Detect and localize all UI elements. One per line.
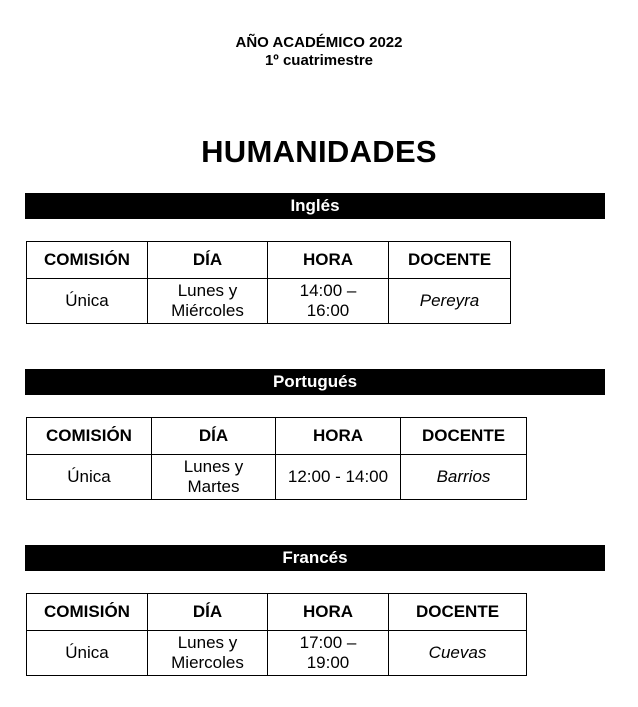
table-header-row [27, 242, 511, 279]
period-header: 1º cuatrimestre [264, 52, 374, 69]
table-row [27, 279, 511, 324]
page-title: HUMANIDADES [201, 134, 437, 169]
column-header-comision: COMISIÓN [27, 242, 148, 279]
year-header: AÑO ACADÉMICO 2022 [235, 34, 403, 51]
column-header-hora: HORA [276, 418, 401, 455]
dia-cell: Lunes y Miercoles [148, 631, 268, 676]
table-header-row [27, 418, 527, 455]
comision-cell: Única [27, 631, 148, 676]
dia-cell: Lunes y Miércoles [148, 279, 268, 324]
comision-cell: Única [27, 279, 148, 324]
hora-cell: 14:00 – 16:00 [268, 279, 389, 324]
schedule-table-frances [26, 593, 527, 676]
column-header-dia: DÍA [152, 418, 276, 455]
table-row [27, 455, 527, 500]
section-bar-frances: Francés [25, 545, 605, 571]
docente-cell: Pereyra [389, 279, 511, 324]
column-header-dia: DÍA [148, 594, 268, 631]
hora-cell: 17:00 – 19:00 [268, 631, 389, 676]
column-header-docente: DOCENTE [389, 242, 511, 279]
hora-cell: 12:00 - 14:00 [276, 455, 401, 500]
docente-cell: Cuevas [389, 631, 527, 676]
column-header-comision: COMISIÓN [27, 418, 152, 455]
column-header-hora: HORA [268, 242, 389, 279]
table-header-row [27, 594, 527, 631]
column-header-docente: DOCENTE [389, 594, 527, 631]
dia-cell: Lunes y Martes [152, 455, 276, 500]
section-bar-ingles: Inglés [25, 193, 605, 219]
column-header-dia: DÍA [148, 242, 268, 279]
column-header-hora: HORA [268, 594, 389, 631]
section-bar-portugues: Portugués [25, 369, 605, 395]
comision-cell: Única [27, 455, 152, 500]
column-header-docente: DOCENTE [401, 418, 527, 455]
docente-cell: Barrios [401, 455, 527, 500]
column-header-comision: COMISIÓN [27, 594, 148, 631]
schedule-table-portugues [26, 417, 527, 500]
table-row [27, 631, 527, 676]
schedule-table-ingles [26, 241, 511, 324]
